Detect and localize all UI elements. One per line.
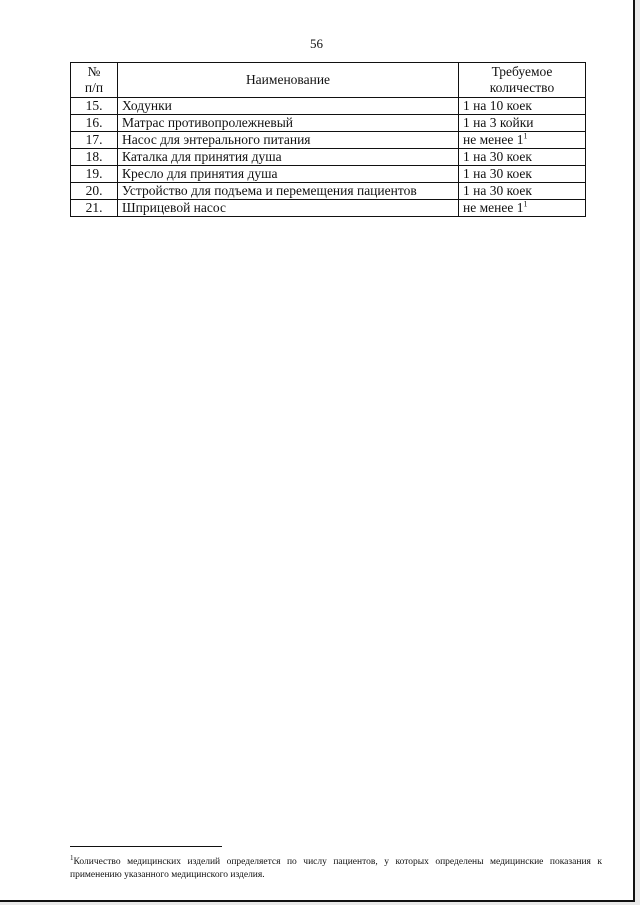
header-number-line2: п/п [84,80,104,95]
footnote [70,852,602,882]
row-quantity [459,132,586,149]
header-name: Наименование [118,63,459,98]
row-quantity [459,98,586,115]
row-number: 19. [71,166,118,183]
row-name: Кресло для принятия душа [118,166,459,183]
footnote-marker: 1 [70,854,74,862]
row-quantity [459,115,586,132]
table-row [71,183,586,200]
row-quantity-text: 1 на 30 коек [463,149,532,164]
row-number: 21. [71,200,118,217]
row-quantity [459,200,586,217]
row-quantity-text: 1 на 30 коек [463,166,532,181]
row-number: 17. [71,132,118,149]
page-number: 56 [310,36,323,51]
table-row [71,166,586,183]
table-row [71,149,586,166]
header-number [71,63,118,98]
footnote-ref: 1 [523,199,528,209]
row-quantity-text: не менее 1 [463,132,524,147]
footnote-divider [70,846,222,847]
header-quantity-line1: Требуемое [491,64,553,79]
row-name: Шприцевой насос [118,200,459,217]
table-row [71,98,586,115]
row-quantity [459,166,586,183]
header-quantity [459,63,586,98]
row-number: 18. [71,149,118,166]
equipment-table [70,62,586,217]
row-name: Насос для энтерального питания [118,132,459,149]
table-row [71,132,586,149]
row-quantity [459,183,586,200]
row-quantity-text: 1 на 10 коек [463,98,532,113]
row-quantity-text: 1 на 3 койки [463,115,534,130]
row-number: 20. [71,183,118,200]
row-name: Каталка для принятия душа [118,149,459,166]
row-quantity [459,149,586,166]
header-quantity-line2: количество [489,80,555,95]
footnote-ref: 1 [523,131,528,141]
row-name: Ходунки [118,98,459,115]
row-name: Устройство для подъема и перемещения пациентов [118,183,459,200]
table-header-row [71,63,586,98]
table-row [71,115,586,132]
row-quantity-text: не менее 1 [463,200,524,215]
row-quantity-text: 1 на 30 коек [463,183,532,198]
header-number-line1: № [87,64,101,79]
footnote-text: Количество медицинских изделий определяется по числу пациентов, у которых определены медицинские показания к применению указанного медицинского изделия. [70,857,602,881]
row-name: Матрас противопролежневый [118,115,459,132]
table-row [71,200,586,217]
row-number: 16. [71,115,118,132]
row-number: 15. [71,98,118,115]
